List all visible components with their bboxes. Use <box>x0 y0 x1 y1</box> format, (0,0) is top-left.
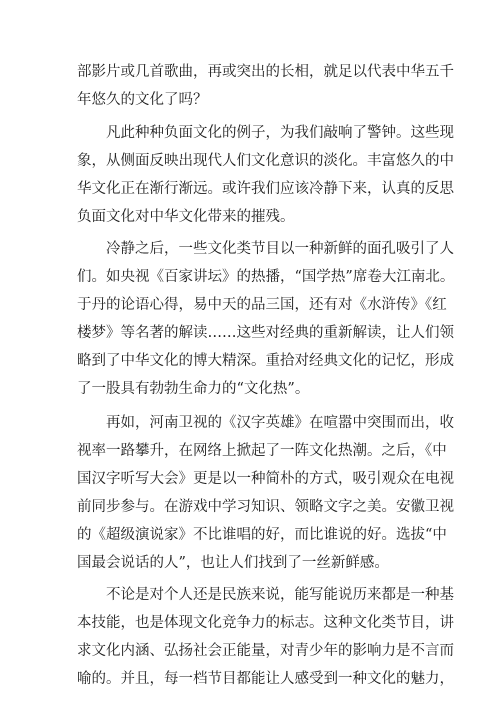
text-line: 冷静之后，一些文化类节目以一种新鲜的面孔吸引了人 <box>106 241 454 257</box>
text-line: 不论是对个人还是民族来说，能写能说历来都是一种基 <box>106 587 454 603</box>
text-line: 的《超级演说家》不比谁唱的好，而比谁说的好。选拔“中 <box>77 527 447 543</box>
text-line: 本技能，也是体现文化竞争力的标志。这种文化类节目，讲 <box>77 615 454 631</box>
text-line: 视率一路攀升，在网络上掀起了一阵文化热潮。之后，《中 <box>77 443 447 459</box>
text-line: 求文化内涵、弘扬社会正能量，对青少年的影响力是不言而 <box>77 643 454 659</box>
text-line: 再如，河南卫视的《汉字英雄》在喧嚣中突围而出，收 <box>106 415 454 431</box>
text-line: 华文化正在渐行渐远。或许我们应该冷静下来，认真的反思 <box>77 181 454 197</box>
text-line: 了一股具有勃勃生命力的“文化热”。 <box>77 381 310 397</box>
text-line: 喻的。并且，每一档节目都能让人感受到一种文化的魅力， <box>77 671 454 687</box>
text-line: 国最会说话的人”，也让人们找到了一丝新鲜感。 <box>77 555 389 571</box>
text-line: 楼梦》等名著的解读……这些对经典的重新解读，让人们领 <box>77 325 454 341</box>
text-line: 国汉字听写大会》更是以一种简朴的方式，吸引观众在电视 <box>77 471 454 487</box>
text-line: 凡此种种负面文化的例子，为我们敲响了警钟。这些现 <box>106 125 454 141</box>
text-line: 前同步参与。在游戏中学习知识、领略文字之美。安徽卫视 <box>77 499 454 515</box>
text-line: 于丹的论语心得，易中天的品三国，还有对《水浒传》《红 <box>77 297 447 313</box>
text-line: 略到了中华文化的博大精深。重拾对经典文化的记忆，形成 <box>77 353 454 369</box>
text-line: 们。如央视《百家讲坛》的热播，“国学热”席卷大江南北。 <box>77 269 455 285</box>
text-line: 年悠久的文化了吗？ <box>77 92 208 108</box>
text-line: 负面文化对中华文化带来的摧残。 <box>77 209 295 225</box>
text-line: 象，从侧面反映出现代人们文化意识的淡化。丰富悠久的中 <box>77 153 454 169</box>
text-line: 部影片或几首歌曲，再或突出的长相，就足以代表中华五千 <box>77 64 454 80</box>
